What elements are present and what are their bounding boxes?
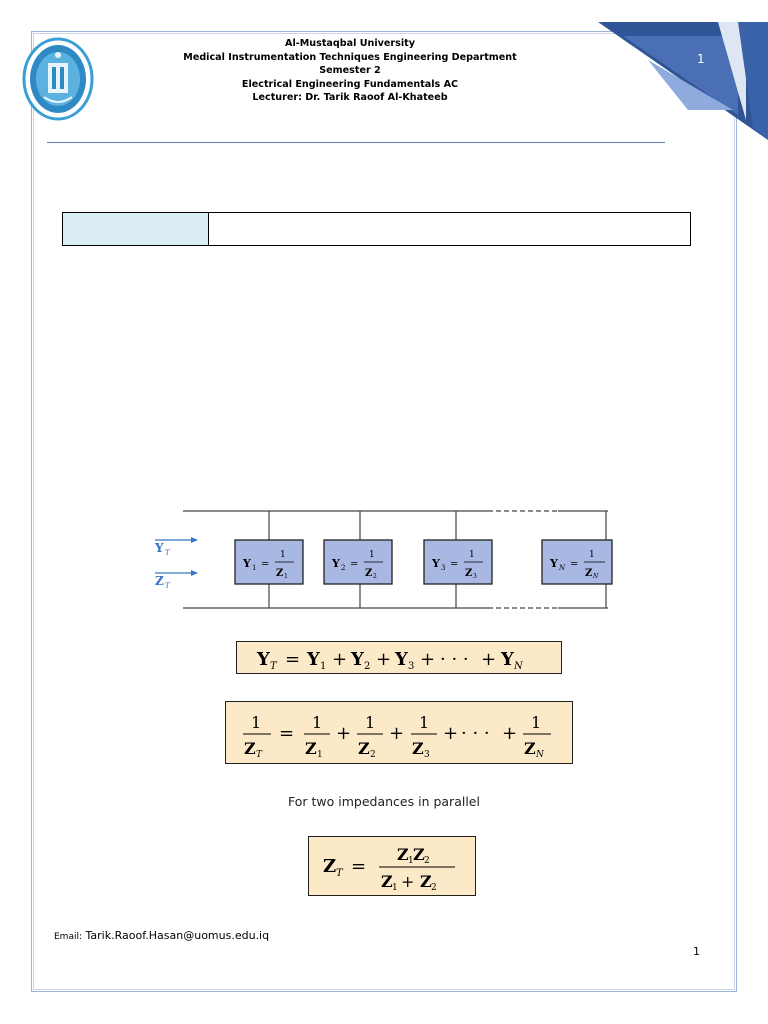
svg-text:Y: Y <box>243 557 251 570</box>
svg-text:2: 2 <box>370 750 376 760</box>
equation-two-impedances-parallel <box>308 836 476 896</box>
page-number-top: 1 <box>697 52 705 66</box>
element-y2 <box>324 540 392 584</box>
svg-text:Z: Z <box>420 872 432 891</box>
svg-text:1: 1 <box>251 713 262 732</box>
svg-text:1: 1 <box>365 713 376 732</box>
svg-text:Z: Z <box>413 845 425 864</box>
footer-email <box>54 929 269 942</box>
caption-two-impedances: For two impedances in parallel <box>288 794 480 809</box>
svg-text:+: + <box>443 723 459 744</box>
svg-text:+: + <box>332 649 348 670</box>
svg-text:=: = <box>570 559 579 570</box>
svg-text:=: = <box>350 559 359 570</box>
svg-text:Z: Z <box>323 856 337 877</box>
svg-text:+: + <box>401 872 415 891</box>
svg-text:1: 1 <box>284 573 288 580</box>
svg-text:3: 3 <box>424 750 430 760</box>
svg-text:Z: Z <box>244 739 256 758</box>
svg-text:2: 2 <box>373 573 377 580</box>
svg-text:N: N <box>593 573 599 580</box>
course-title: Electrical Engineering Fundamentals AC <box>241 78 459 90</box>
department-name: Medical Instrumentation Techniques Engineering Department <box>183 51 517 63</box>
svg-text:=: = <box>450 559 459 570</box>
svg-text:Z: Z <box>358 739 370 758</box>
page-number-bottom: 1 <box>693 945 700 958</box>
svg-text:1: 1 <box>419 713 430 732</box>
svg-text:+: + <box>376 649 392 670</box>
zt-arrow <box>155 570 198 590</box>
svg-text:T: T <box>165 549 170 557</box>
svg-text:1: 1 <box>408 856 414 866</box>
svg-text:Y: Y <box>351 649 364 670</box>
svg-text:3: 3 <box>473 573 477 580</box>
svg-text:Z: Z <box>305 739 317 758</box>
svg-text:=: = <box>285 649 301 670</box>
svg-text:=: = <box>261 559 270 570</box>
document-header <box>150 37 550 105</box>
svg-text:2: 2 <box>431 883 437 893</box>
svg-text:=: = <box>279 723 295 744</box>
svg-text:Z: Z <box>585 568 593 579</box>
element-y1 <box>235 540 303 584</box>
svg-text:T: T <box>256 750 263 760</box>
svg-text:T: T <box>270 661 277 672</box>
svg-text:Y: Y <box>307 649 320 670</box>
svg-text:3: 3 <box>441 564 446 572</box>
svg-text:Z: Z <box>465 568 473 579</box>
title-box-label-cell <box>63 213 209 245</box>
svg-text:+: + <box>481 649 497 670</box>
svg-text:+: + <box>502 723 518 744</box>
element-yn <box>542 540 612 584</box>
svg-text:Y: Y <box>432 557 440 570</box>
email-address[interactable]: Tarik.Raoof.Hasan@uomus.edu.iq <box>85 929 270 942</box>
svg-text:2: 2 <box>364 661 371 672</box>
svg-text:2: 2 <box>424 856 430 866</box>
svg-text:N: N <box>536 750 544 760</box>
svg-text:Y: Y <box>501 649 514 670</box>
svg-text:Z: Z <box>276 568 284 579</box>
svg-text:N: N <box>514 661 523 672</box>
svg-text:+: + <box>336 723 352 744</box>
svg-text:T: T <box>165 582 170 590</box>
svg-text:1: 1 <box>369 550 375 560</box>
svg-text:Y: Y <box>155 541 164 555</box>
svg-text:Z: Z <box>397 845 409 864</box>
parallel-admittance-circuit <box>148 500 618 620</box>
equation-total-admittance <box>236 641 562 674</box>
svg-text:Y: Y <box>395 649 408 670</box>
svg-text:Z: Z <box>365 568 373 579</box>
svg-text:· · ·: · · · <box>461 723 490 744</box>
svg-text:· · ·: · · · <box>440 649 469 670</box>
svg-text:1: 1 <box>392 883 398 893</box>
semester: Semester 2 <box>319 65 381 76</box>
svg-text:Y: Y <box>332 557 340 570</box>
university-logo <box>22 37 94 121</box>
svg-text:+: + <box>389 723 405 744</box>
svg-text:3: 3 <box>408 661 415 672</box>
svg-text:Z: Z <box>155 574 164 588</box>
svg-text:Y: Y <box>257 649 270 670</box>
svg-text:1: 1 <box>317 750 323 760</box>
yt-arrow <box>154 537 198 557</box>
svg-text:1: 1 <box>469 550 475 560</box>
svg-text:Z: Z <box>412 739 424 758</box>
svg-text:Z: Z <box>524 739 536 758</box>
svg-text:N: N <box>559 564 566 572</box>
email-label: Email: <box>54 932 83 942</box>
corner-decoration <box>568 0 768 140</box>
svg-text:1: 1 <box>320 661 327 672</box>
svg-text:1: 1 <box>312 713 323 732</box>
svg-text:T: T <box>336 868 343 879</box>
lecturer: Lecturer: Dr. Tarik Raoof Al-Khateeb <box>252 92 448 103</box>
svg-text:1: 1 <box>252 564 257 572</box>
svg-text:+: + <box>420 649 436 670</box>
header-divider <box>47 142 665 143</box>
title-box <box>62 212 691 246</box>
equation-total-impedance-reciprocal <box>225 701 573 764</box>
element-y3 <box>424 540 492 584</box>
svg-text:Y: Y <box>550 557 558 570</box>
svg-text:Z: Z <box>381 872 393 891</box>
svg-text:1: 1 <box>589 550 595 560</box>
svg-text:=: = <box>351 856 367 877</box>
svg-text:1: 1 <box>280 550 286 560</box>
svg-text:2: 2 <box>341 564 346 572</box>
svg-text:1: 1 <box>531 713 542 732</box>
university-name: Al-Mustaqbal University <box>285 38 415 49</box>
